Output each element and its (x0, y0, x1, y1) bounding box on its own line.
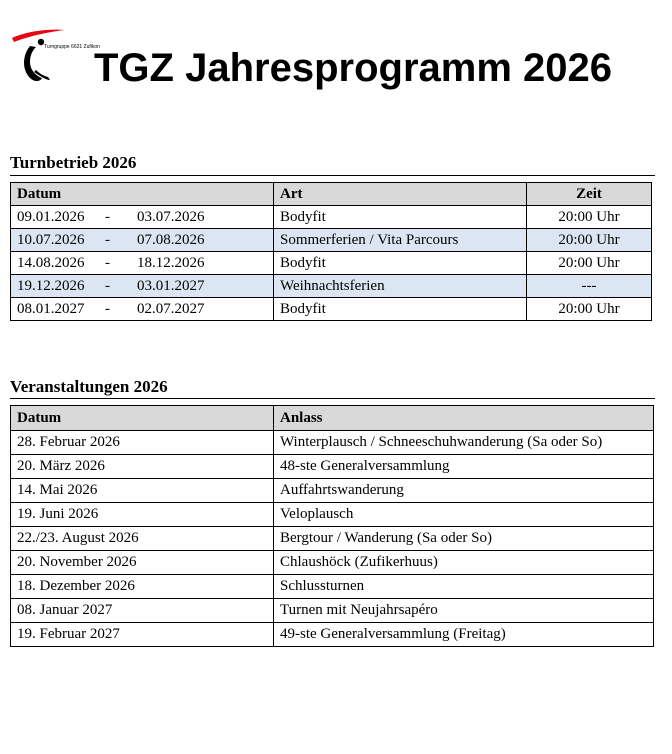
col-header-datum: Datum (11, 406, 274, 431)
zeit-cell: 20:00 Uhr (527, 206, 652, 229)
logo-caption: Turngruppe 6621 Zufikon (44, 44, 100, 50)
datum-cell: 28. Februar 2026 (11, 431, 274, 455)
table-row (11, 623, 654, 647)
table-row (11, 431, 654, 455)
date-separator: - (105, 277, 110, 294)
anlass-cell: Chlaushöck (Zufikerhuus) (274, 551, 654, 575)
date-from: 09.01.2026 (17, 208, 85, 225)
art-cell: Bodyfit (274, 206, 527, 229)
anlass-cell: Bergtour / Wanderung (Sa oder So) (274, 527, 654, 551)
zeit-cell: 20:00 Uhr (527, 229, 652, 252)
date-to: 03.07.2026 (137, 208, 205, 225)
logo-red-swoosh (12, 30, 64, 42)
anlass-cell: Auffahrtswanderung (274, 479, 654, 503)
art-cell: Bodyfit (274, 298, 527, 321)
datum-cell (11, 206, 274, 229)
col-header-zeit: Zeit (527, 183, 652, 206)
table-row (11, 298, 652, 321)
logo-black-figure (24, 46, 42, 81)
veranstaltungen-header-row (11, 406, 654, 431)
datum-cell: 20. November 2026 (11, 551, 274, 575)
page-title: TGZ Jahresprogramm 2026 (94, 46, 612, 90)
col-header-anlass: Anlass (274, 406, 654, 431)
date-separator: - (105, 231, 110, 248)
date-to: 03.01.2027 (137, 277, 205, 294)
veranstaltungen-heading: Veranstaltungen 2026 (10, 377, 168, 396)
datum-cell (11, 252, 274, 275)
datum-cell: 22./23. August 2026 (11, 527, 274, 551)
anlass-cell: Turnen mit Neujahrsapéro (274, 599, 654, 623)
table-row (11, 275, 652, 298)
datum-cell: 08. Januar 2027 (11, 599, 274, 623)
col-header-datum: Datum (11, 183, 274, 206)
table-row (11, 206, 652, 229)
datum-cell: 14. Mai 2026 (11, 479, 274, 503)
date-separator: - (105, 254, 110, 271)
date-to: 02.07.2027 (137, 300, 205, 317)
datum-cell (11, 275, 274, 298)
art-cell: Weihnachtsferien (274, 275, 527, 298)
anlass-cell: 49-ste Generalversammlung (Freitag) (274, 623, 654, 647)
table-row (11, 575, 654, 599)
table-row (11, 455, 654, 479)
table-row (11, 551, 654, 575)
date-to: 07.08.2026 (137, 231, 205, 248)
zeit-cell: --- (527, 275, 652, 298)
anlass-cell: Schlussturnen (274, 575, 654, 599)
date-separator: - (105, 208, 110, 225)
tgz-logo (10, 22, 86, 90)
date-to: 18.12.2026 (137, 254, 205, 271)
art-cell: Bodyfit (274, 252, 527, 275)
col-header-art: Art (274, 183, 527, 206)
turnbetrieb-table (10, 182, 652, 321)
datum-cell (11, 298, 274, 321)
datum-cell: 19. Juni 2026 (11, 503, 274, 527)
veranstaltungen-table (10, 405, 654, 647)
anlass-cell: Veloplausch (274, 503, 654, 527)
datum-cell: 19. Februar 2027 (11, 623, 274, 647)
date-from: 08.01.2027 (17, 300, 85, 317)
veranstaltungen-rule (10, 398, 655, 399)
turnbetrieb-heading: Turnbetrieb 2026 (10, 153, 137, 172)
table-row (11, 527, 654, 551)
table-row (11, 479, 654, 503)
table-row (11, 229, 652, 252)
anlass-cell: Winterplausch / Schneeschuhwanderung (Sa oder So) (274, 431, 654, 455)
turnbetrieb-rule (10, 175, 655, 176)
table-row (11, 599, 654, 623)
date-from: 19.12.2026 (17, 277, 85, 294)
datum-cell (11, 229, 274, 252)
anlass-cell: 48-ste Generalversammlung (274, 455, 654, 479)
date-from: 10.07.2026 (17, 231, 85, 248)
date-separator: - (105, 300, 110, 317)
table-row (11, 503, 654, 527)
zeit-cell: 20:00 Uhr (527, 252, 652, 275)
datum-cell: 18. Dezember 2026 (11, 575, 274, 599)
zeit-cell: 20:00 Uhr (527, 298, 652, 321)
date-from: 14.08.2026 (17, 254, 85, 271)
art-cell: Sommerferien / Vita Parcours (274, 229, 527, 252)
datum-cell: 20. März 2026 (11, 455, 274, 479)
turnbetrieb-header-row (11, 183, 652, 206)
table-row (11, 252, 652, 275)
